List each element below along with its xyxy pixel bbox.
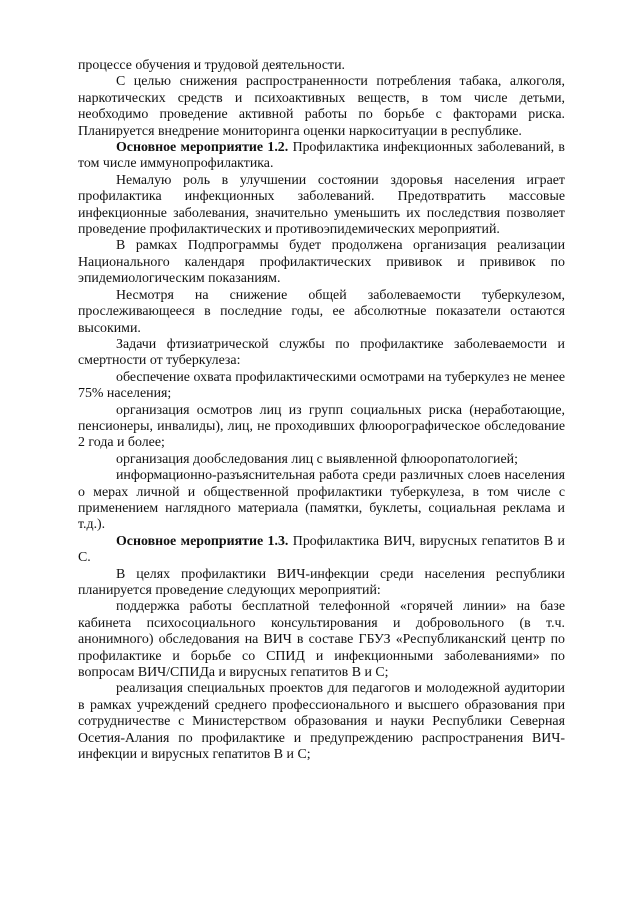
paragraph-vaccination-calendar: В рамках Подпрограммы будет продолжена организация реализации Национального календаря профилактических прививок и прививок по эпидемиологическим показаниям. — [78, 238, 565, 287]
heading-measure-1-2 — [78, 140, 565, 173]
paragraph-hiv-prevention-intro: В целях профилактики ВИЧ-инфекции среди населения республики планируется проведение следующих мероприятий: — [78, 566, 565, 598]
document-page — [78, 58, 565, 763]
measure-1-3-label: Основное мероприятие 1.3. — [116, 533, 289, 549]
measure-1-2-label: Основное мероприятие 1.2. — [116, 140, 289, 156]
paragraph-substance-prevention: С целью снижения распространенности потребления табака, алкоголя, наркотических средств и психоактивных веществ, в том числе детьми, необходимо проведение активной работы по борьбе с факторами риска. Планируется внедрение мониторинга оценки наркоситуации в республике. — [78, 74, 565, 139]
list-item-information-work: информационно-разъяснительная работа среди различных слоев населения о мерах личной и общественной профилактики туберкулеза, в том числе с применением наглядного материала (памятки, буклеты, социальная реклама и т.д.). — [78, 468, 565, 533]
list-item-hotline-support: поддержка работы бесплатной телефонной «горячей линии» на базе кабинета психосоциального консультирования и добровольного (в т.ч. анонимного) обследования на ВИЧ в составе ГБУЗ «Республиканский центр по профилактике и борьбе со СПИД и инфекционными заболеваниями» по вопросам ВИЧ/СПИДа и вирусных гепатитов В и С; — [78, 599, 565, 681]
paragraph-tb-service-tasks: Задачи фтизиатрической службы по профилактике заболеваемости и смертности от туберкулеза: — [78, 336, 565, 369]
measure-1-3-title: Профилактика ВИЧ, вирусных гепатитов В и С. — [78, 533, 565, 566]
list-item-risk-group-exams: организация осмотров лиц из групп социальных риска (неработающие, пенсионеры, инвалиды), лиц, не проходивших флюорографическое обследование 2 года и более; — [78, 402, 565, 451]
measure-1-2-title: Профилактика инфекционных заболеваний, в том числе иммунопрофилактика. — [78, 140, 565, 172]
list-item-special-projects: реализация специальных проектов для педагогов и молодежной аудитории в рамках учреждений среднего профессионального и высшего образования при сотрудничестве с Министерством образования и науки Республики Северная Осетия-Алания по профилактике и предупреждению распространения ВИЧ-инфекции и вирусных гепатитов В и С; — [78, 681, 565, 763]
list-item-follow-up-exams: организация дообследования лиц с выявленной флюоропатологией; — [116, 451, 518, 467]
list-item-screening-coverage: обеспечение охвата профилактическими осмотрами на туберкулез не менее 75% населения; — [78, 369, 565, 402]
paragraph-tuberculosis-rates: Несмотря на снижение общей заболеваемости туберкулезом, прослеживающееся в последние годы, ее абсолютные показатели остаются высокими. — [78, 287, 565, 336]
paragraph-continuation: процессе обучения и трудовой деятельности. — [78, 58, 346, 73]
paragraph-infection-prevention: Немалую роль в улучшении состоянии здоровья населения играет профилактика инфекционных заболеваний. Предотвратить массовые инфекционные заболевания, значительно уменьшить их последствия позволяет проведение профилактических и противоэпидемических мероприятий. — [78, 172, 565, 238]
heading-measure-1-3 — [78, 534, 565, 567]
